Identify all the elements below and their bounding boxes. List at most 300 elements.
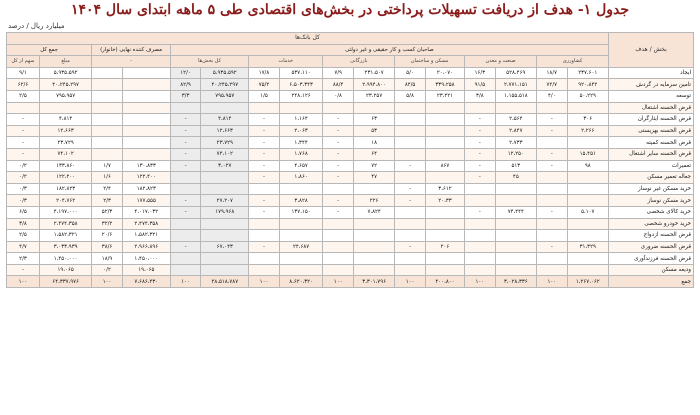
table-cell: ۷۹۵،۹۵۷: [39, 90, 91, 102]
table-cell: -: [170, 148, 201, 160]
table-cell: ۱۹،۰۶۵: [39, 264, 91, 276]
header-row-3: [7, 56, 694, 68]
table-cell: [395, 230, 426, 242]
table-cell: [201, 253, 249, 265]
table-cell: ۱۲/۰: [170, 67, 201, 79]
table-cell: [465, 102, 496, 114]
table-cell: ۱،۴۵۰،۰۰۰: [122, 253, 170, 265]
table-cell: [537, 172, 568, 184]
table-cell: [279, 183, 323, 195]
table-cell: [249, 183, 280, 195]
table-cell: [170, 230, 201, 242]
table-cell: [425, 230, 464, 242]
table-cell: ۲،۹۹۴،۸۰۰: [353, 79, 394, 91]
table-cell: ۵۳۷،۱۱۰: [279, 67, 323, 79]
table-row: [7, 206, 694, 218]
table-cell: [495, 195, 536, 207]
table-cell: -: [465, 160, 496, 172]
table-cell: ۱۷/۸: [249, 67, 280, 79]
table-cell: ۲۷،۲۰۷: [201, 195, 249, 207]
share-header: سهم از کل: [7, 56, 40, 68]
row-label: خرید کالای شخصی: [608, 206, 693, 218]
table-cell: ۱،۷۶۸: [279, 148, 323, 160]
table-cell: ۱۲۲،۴۰۰: [122, 172, 170, 184]
table-row: [7, 79, 694, 91]
table-cell: ۴۷: [353, 172, 394, 184]
table-cell: ۱۰۰: [395, 276, 426, 288]
table-cell: ۸۶۷: [425, 160, 464, 172]
amount-header: مبلغ: [39, 56, 91, 68]
unit-label: میلیارد ریال / درصد: [8, 22, 65, 30]
row-label: خرید خودرو شخصی: [608, 218, 693, 230]
table-cell: -: [249, 148, 280, 160]
table-cell: ۵۲/۳: [92, 206, 123, 218]
table-cell: -: [465, 148, 496, 160]
page-title: جدول ۱- هدف از دریافت تسهیلات پرداختی در بخش‌های اقتصادی طی ۵ ماهه ابتدای سال ۱۴۰۴: [70, 2, 630, 18]
table-row: [7, 264, 694, 276]
table-cell: ۸۴/۵: [395, 79, 426, 91]
table-cell: [395, 102, 426, 114]
table-cell: [92, 137, 123, 149]
table-cell: ۲۳،۷۲۹: [39, 137, 91, 149]
table-cell: ۲،۷۷۱،۱۵۱: [495, 79, 536, 91]
row-label: قرض الحسنه اشتغال: [608, 102, 693, 114]
table-cell: ۱۰۰: [92, 276, 123, 288]
table-cell: [122, 79, 170, 91]
row-label: تعمیرات: [608, 160, 693, 172]
table-cell: ۵۱۳: [495, 160, 536, 172]
table-cell: -: [7, 125, 40, 137]
table-cell: ۳/۳: [170, 90, 201, 102]
table-cell: ۳،۰۳۳،۹۳۹: [39, 241, 91, 253]
table-cell: [353, 183, 394, 195]
table-row: [7, 114, 694, 126]
table-cell: ۱۳۷،۱۵۰: [279, 206, 323, 218]
table-cell: ۴،۸۱۴: [39, 114, 91, 126]
table-cell: ۲۰۴،۷۶۲: [39, 195, 91, 207]
table-cell: [353, 218, 394, 230]
table-row: [7, 160, 694, 172]
table-cell: ۲۳،۲۲۱: [425, 90, 464, 102]
row-label: خرید مسکن نوساز: [608, 195, 693, 207]
table-cell: -: [395, 160, 426, 172]
table-cell: ۲،۰۶۳: [279, 125, 323, 137]
table-cell: ۱،۱۶۴: [279, 114, 323, 126]
row-label: توسعه: [608, 90, 693, 102]
table-cell: [425, 137, 464, 149]
table-cell: [425, 264, 464, 276]
table-cell: ۵،۹۳۵،۵۹۲: [201, 67, 249, 79]
table-cell: ۲۰/۶: [92, 230, 123, 242]
header-row-1: [7, 33, 694, 45]
table-cell: [495, 183, 536, 195]
table-cell: ۲۳،۷۲۹: [201, 137, 249, 149]
table-cell: ۲/۴: [92, 183, 123, 195]
table-cell: [495, 230, 536, 242]
table-cell: -: [170, 206, 201, 218]
table-cell: [537, 137, 568, 149]
table-cell: -: [7, 137, 40, 149]
table-cell: [465, 218, 496, 230]
table-cell: [425, 253, 464, 265]
table-cell: [425, 172, 464, 184]
row-label: خرید مسکن غیر نوساز: [608, 183, 693, 195]
subgroup-header: صنعت و معدن: [465, 56, 537, 68]
table-cell: ۴،۰۱۷،۰۳۲: [122, 206, 170, 218]
table-cell: [353, 241, 394, 253]
table-cell: [495, 102, 536, 114]
table-cell: ۴۰،۲۴۵،۲۹۷: [39, 79, 91, 91]
row-label: جمع: [608, 276, 693, 288]
table-cell: ۱۳۰،۸۳۳: [122, 160, 170, 172]
table-cell: [279, 218, 323, 230]
table-cell: [395, 253, 426, 265]
table-cell: ۲۳،۲۵۷: [353, 90, 394, 102]
row-label: قرض الحسنه فرزندآوری: [608, 253, 693, 265]
table-cell: ۱۸۲،۸۲۳: [39, 183, 91, 195]
table-cell: ۶،۵۰۳،۳۴۳: [279, 79, 323, 91]
table-cell: [92, 90, 123, 102]
table-cell: -: [395, 195, 426, 207]
table-cell: [170, 253, 201, 265]
table-cell: ۲/۳: [92, 195, 123, 207]
table-cell: -: [249, 195, 280, 207]
table-row: [7, 183, 694, 195]
table-cell: ۱/۷: [92, 160, 123, 172]
table-row: [7, 172, 694, 184]
table-cell: -: [323, 160, 354, 172]
table-cell: ۰/۸: [323, 90, 354, 102]
table-cell: ۱۰۰: [7, 276, 40, 288]
table-cell: [39, 102, 91, 114]
table-cell: -: [395, 241, 426, 253]
table-cell: ۲،۸۴۷: [495, 125, 536, 137]
table-cell: -: [170, 241, 201, 253]
table-cell: ۸۲/۹: [170, 79, 201, 91]
table-cell: [495, 241, 536, 253]
table-cell: -: [537, 241, 568, 253]
table-cell: [425, 206, 464, 218]
table-cell: ۰/۲: [7, 172, 40, 184]
table-cell: ۱،۴۵۰،۰۰۰: [39, 253, 91, 265]
table-row: [7, 67, 694, 79]
table-cell: ۱۸/۹: [92, 253, 123, 265]
table-cell: ۳،۶۱۲: [425, 183, 464, 195]
table-cell: ۰/۳: [7, 183, 40, 195]
table-cell: [495, 218, 536, 230]
table-cell: [425, 125, 464, 137]
table-cell: [425, 102, 464, 114]
table-cell: [170, 218, 201, 230]
table-cell: ۸،۶۲۰،۳۲۰: [279, 276, 323, 288]
table-cell: ۴۵: [495, 172, 536, 184]
table-cell: [567, 195, 608, 207]
table-cell: -: [249, 206, 280, 218]
table-cell: [395, 137, 426, 149]
row-label: ودیعه مسکن: [608, 264, 693, 276]
table-cell: ۵/۸: [395, 90, 426, 102]
table-cell: ۹۸: [567, 160, 608, 172]
table-cell: ۱۸: [353, 137, 394, 149]
table-cell: ۲۲۶: [353, 195, 394, 207]
table-cell: ۷۲/۷: [537, 79, 568, 91]
table-row: [7, 137, 694, 149]
table-cell: -: [249, 241, 280, 253]
table-cell: [201, 218, 249, 230]
consumer-header: مصرف کننده نهایی (خانوار): [92, 44, 170, 56]
table-cell: ۴۰،۲۴۵،۲۹۷: [201, 79, 249, 91]
business-header: صاحبان کسب و کار حقیقی و غیر دولتی: [170, 44, 608, 56]
table-cell: ۱۰۰: [249, 276, 280, 288]
table-cell: ۲/۵: [7, 230, 40, 242]
table-cell: ۴،۸۱۴: [201, 114, 249, 126]
table-cell: ۴،۱۹۷،۰۰۰: [39, 206, 91, 218]
table-cell: [323, 102, 354, 114]
table-cell: [537, 102, 568, 114]
table-cell: [92, 67, 123, 79]
table-cell: [395, 264, 426, 276]
table-cell: -: [465, 137, 496, 149]
table-cell: [170, 183, 201, 195]
table-cell: ۹۲۰،۸۴۲: [567, 79, 608, 91]
table-cell: [249, 253, 280, 265]
table-cell: [537, 264, 568, 276]
row-label: قرض الحسنه ازدواج: [608, 230, 693, 242]
table-cell: [425, 114, 464, 126]
table-cell: [567, 264, 608, 276]
table-cell: [425, 218, 464, 230]
subgroup-header: مسکن و ساختمان: [395, 56, 465, 68]
table-cell: ۶۳: [353, 114, 394, 126]
table-cell: [279, 230, 323, 242]
table-cell: ۵،۱۰۷: [567, 206, 608, 218]
table-cell: ۲،۴۷۴،۳۵۸: [39, 218, 91, 230]
table-cell: ۲۴،۶۸۷: [279, 241, 323, 253]
table-cell: ۰/۲: [92, 264, 123, 276]
table-cell: ۱۵،۴۵۱: [567, 148, 608, 160]
table-cell: [323, 264, 354, 276]
table-cell: ۵/۰: [395, 67, 426, 79]
table-cell: [323, 241, 354, 253]
table-cell: [122, 67, 170, 79]
row-label: قرض الحسنه سایر اشتغال: [608, 148, 693, 160]
table-cell: -: [170, 114, 201, 126]
table-cell: ۳۱،۳۲۹: [567, 241, 608, 253]
table-cell: ۶۴،۳۳۷،۹۷۶: [39, 276, 91, 288]
table-cell: -: [537, 206, 568, 218]
table-cell: [323, 183, 354, 195]
table-cell: ۵۲۸،۴۶۹: [495, 67, 536, 79]
table-cell: [122, 137, 170, 149]
table-cell: [353, 264, 394, 276]
table-cell: ۲،۴۷۴،۳۵۸: [122, 218, 170, 230]
table-cell: ۵۳: [353, 125, 394, 137]
table-cell: ۱۰۰: [323, 276, 354, 288]
row-label: قرض الحسنه ضروری: [608, 241, 693, 253]
table-cell: ۳،۰۲۷: [201, 160, 249, 172]
table-row: [7, 230, 694, 242]
row-label: تامین سرمایه در گردش: [608, 79, 693, 91]
table-cell: -: [7, 148, 40, 160]
table-cell: -: [537, 160, 568, 172]
table-cell: ۳۲/۲: [92, 218, 123, 230]
table-cell: ۲،۲۶۶: [567, 125, 608, 137]
table-cell: [122, 148, 170, 160]
table-cell: -: [537, 114, 568, 126]
row-label: جعاله تعمیر مسکن: [608, 172, 693, 184]
table-cell: [395, 218, 426, 230]
data-table: [6, 32, 694, 288]
table-cell: [567, 137, 608, 149]
table-cell: -: [323, 114, 354, 126]
table-cell: ۶۷،۰۴۳: [201, 241, 249, 253]
table-cell: -: [249, 114, 280, 126]
table-cell: ۹/۱: [7, 67, 40, 79]
table-cell: ۱۲،۶۶۳: [39, 125, 91, 137]
table-cell: [567, 230, 608, 242]
grand-total-header: جمع کل: [7, 44, 92, 56]
table-cell: [395, 206, 426, 218]
subgroup-header: کل بخش‌ها: [170, 56, 248, 68]
table-cell: ۱۶/۳: [465, 67, 496, 79]
table-cell: [122, 125, 170, 137]
table-cell: [537, 195, 568, 207]
table-cell: ۲۰،۳۳: [425, 195, 464, 207]
table-cell: ۳/۸: [465, 90, 496, 102]
table-cell: [537, 230, 568, 242]
table-cell: -: [323, 206, 354, 218]
table-cell: -: [249, 172, 280, 184]
table-cell: ۳۳۹،۲۵۸: [425, 79, 464, 91]
table-cell: -: [323, 148, 354, 160]
table-cell: [201, 172, 249, 184]
table-cell: ۳،۳۰۱،۷۹۶: [353, 276, 394, 288]
table-cell: ۲۴۸،۱۲۶: [279, 90, 323, 102]
table-cell: ۱۰۰: [537, 276, 568, 288]
table-cell: ۱۸/۷: [537, 67, 568, 79]
table-cell: [537, 253, 568, 265]
table-cell: -: [7, 264, 40, 276]
table-cell: [323, 218, 354, 230]
row-label: ایجاد: [608, 67, 693, 79]
table-cell: [465, 241, 496, 253]
table-row: [7, 195, 694, 207]
table-cell: ۱۹،۰۶۵: [122, 264, 170, 276]
table-cell: -: [170, 137, 201, 149]
table-cell: [201, 183, 249, 195]
table-cell: ۷،۶۸۶،۴۳۰: [122, 276, 170, 288]
table-cell: ۷۲: [353, 160, 394, 172]
table-cell: [249, 230, 280, 242]
table-cell: [567, 218, 608, 230]
table-cell: ۱/۵: [249, 90, 280, 102]
table-cell: ۲،۹۶۶،۸۹۶: [122, 241, 170, 253]
table-cell: -: [249, 160, 280, 172]
table-cell: [537, 183, 568, 195]
table-cell: [567, 183, 608, 195]
table-cell: [201, 102, 249, 114]
row-label: قرض الحسنه بهزیستی: [608, 125, 693, 137]
table-cell: -: [465, 125, 496, 137]
table-cell: ۱۲،۶۶۳: [201, 125, 249, 137]
table-cell: [465, 183, 496, 195]
table-cell: -: [465, 172, 496, 184]
header-row-2: [7, 44, 694, 56]
table-cell: -: [170, 195, 201, 207]
table-cell: ۶/۵: [7, 206, 40, 218]
table-cell: ۴/۰: [537, 90, 568, 102]
table-cell: ۴۸،۵۱۸،۷۸۷: [201, 276, 249, 288]
table-cell: -: [465, 206, 496, 218]
table-cell: [395, 114, 426, 126]
sector-header: بخش / هدف: [608, 33, 693, 68]
table-row: [7, 218, 694, 230]
table-cell: [279, 264, 323, 276]
table-cell: [465, 264, 496, 276]
table-body: [7, 67, 694, 287]
table-cell: ۵۰،۲۲۹: [567, 90, 608, 102]
table-cell: -: [323, 137, 354, 149]
table-cell: [92, 114, 123, 126]
table-cell: ۱،۲۶۷،۰۶۲: [567, 276, 608, 288]
table-cell: ۱۰۰: [465, 276, 496, 288]
table-cell: [249, 264, 280, 276]
table-cell: ۱،۱۵۵،۵۱۸: [495, 90, 536, 102]
table-cell: [170, 172, 201, 184]
table-row: [7, 102, 694, 114]
table-cell: ۸۸/۴: [323, 79, 354, 91]
table-cell: ۱،۸۶۰: [279, 172, 323, 184]
table-cell: ۴۰۰،۸۰۰: [425, 276, 464, 288]
table-row: [7, 241, 694, 253]
table-cell: ۱۰۰: [170, 276, 201, 288]
table-cell: ۱۳۳،۸۶۰: [39, 160, 91, 172]
table-cell: -: [170, 125, 201, 137]
table-cell: -: [465, 114, 496, 126]
table-cell: -: [249, 125, 280, 137]
table-cell: [495, 264, 536, 276]
table-cell: ۷۴،۴۴۴: [495, 206, 536, 218]
table-cell: [353, 102, 394, 114]
table-cell: ۱۸۲،۸۲۳: [122, 183, 170, 195]
table-cell: ۱/۶: [92, 172, 123, 184]
table-cell: ۰/۲: [7, 160, 40, 172]
table-cell: [279, 102, 323, 114]
table-cell: [279, 253, 323, 265]
table-cell: [353, 230, 394, 242]
table-cell: ۷۵/۲: [249, 79, 280, 91]
table-cell: [92, 79, 123, 91]
table-cell: ۶۲/۶: [7, 79, 40, 91]
table-cell: ۳/۸: [7, 218, 40, 230]
table-cell: [7, 102, 40, 114]
table-cell: [395, 125, 426, 137]
subgroup-header: بازرگانی: [323, 56, 395, 68]
table-cell: [465, 195, 496, 207]
table-cell: ۲،۵۶۴: [495, 114, 536, 126]
table-cell: ۱۲،۲۵۰: [495, 148, 536, 160]
table-cell: [249, 102, 280, 114]
table-row: [7, 148, 694, 160]
table-cell: ۳۸/۶: [92, 241, 123, 253]
table-cell: ۲/۵: [7, 90, 40, 102]
table-cell: -: [323, 125, 354, 137]
table-cell: ۲۳۱،۵۰۷: [353, 67, 394, 79]
table-cell: ۲/۳: [7, 253, 40, 265]
table-cell: [465, 230, 496, 242]
table-cell: ۵،۹۳۵،۵۹۲: [39, 67, 91, 79]
table-cell: [495, 253, 536, 265]
